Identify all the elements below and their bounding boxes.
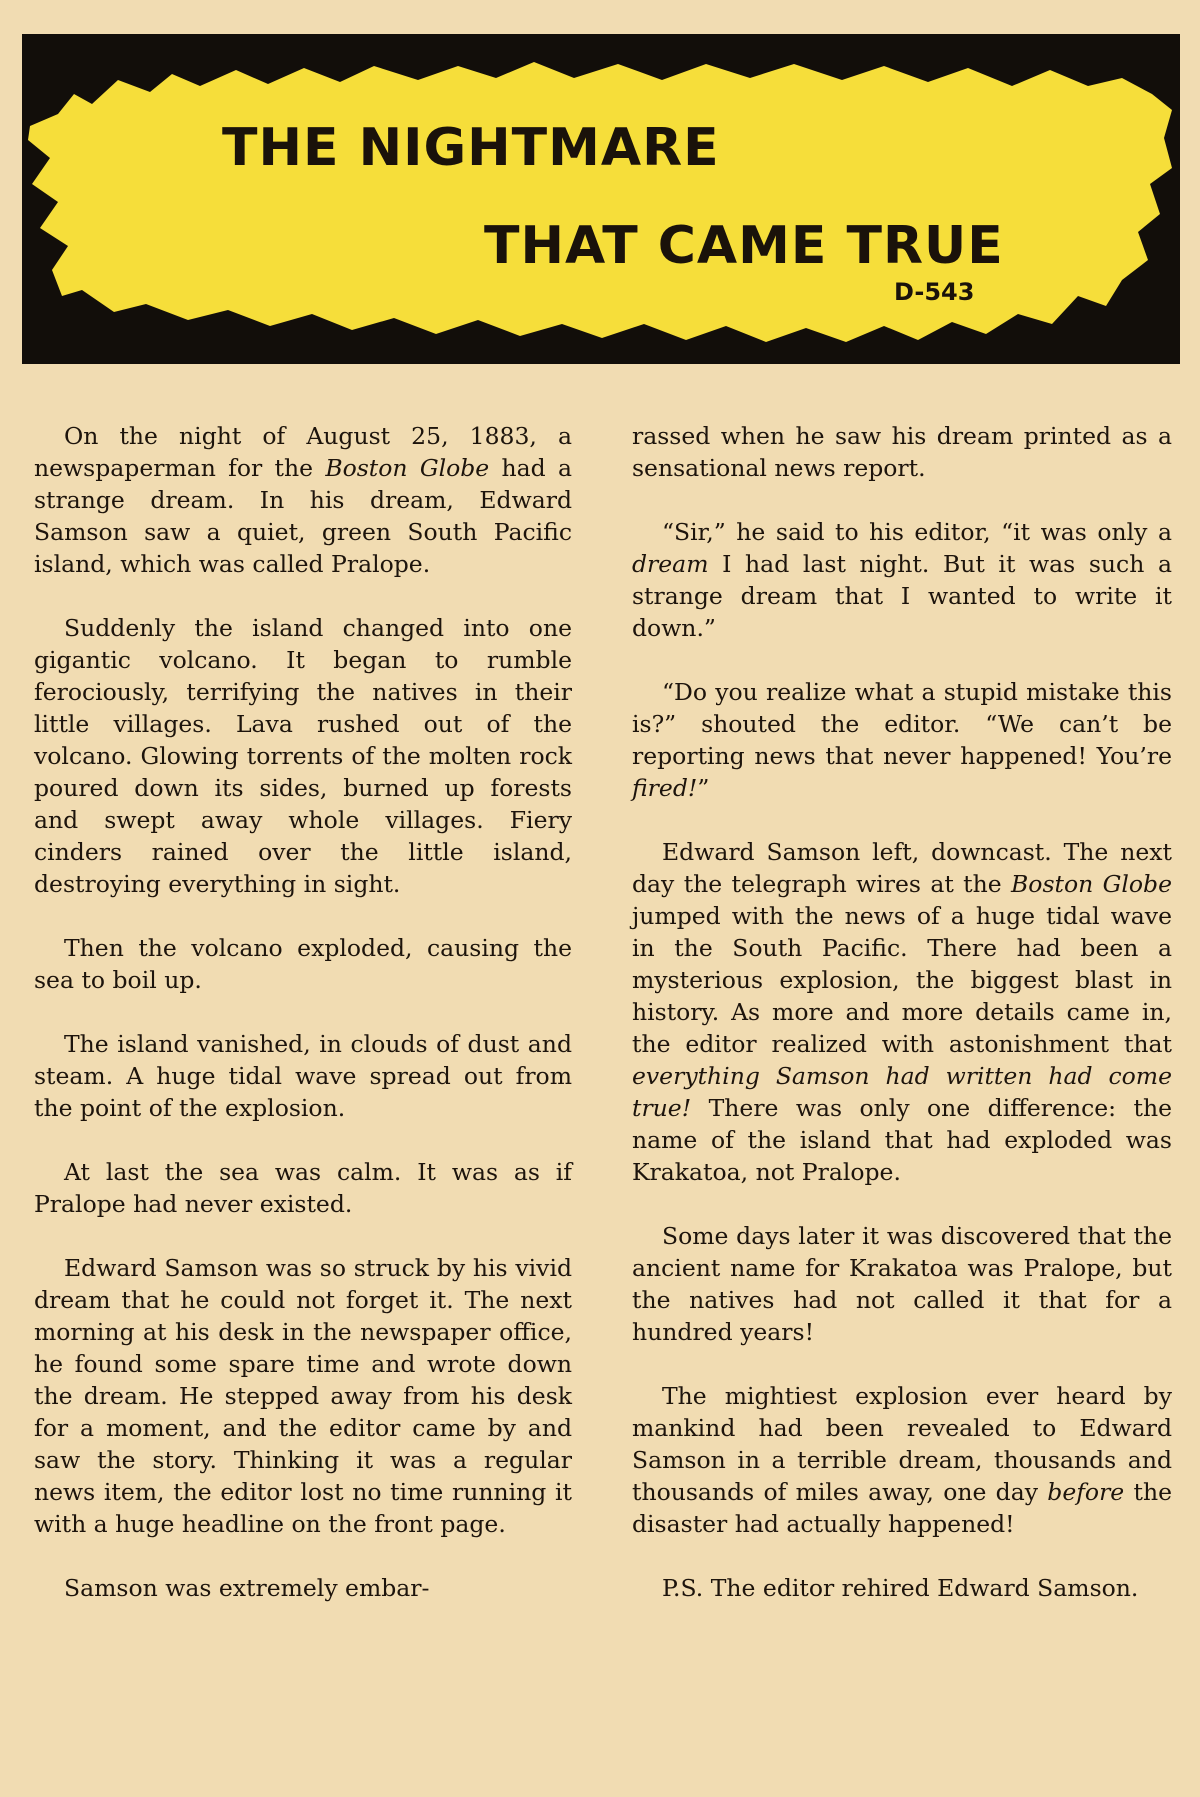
left-column — [34, 420, 572, 1604]
story-paragraph-p14 — [632, 1572, 1172, 1604]
paragraph-text: “Sir,” he said to his editor, “it was only a — [662, 518, 1172, 546]
story-paragraph-p7 — [34, 1572, 572, 1604]
paragraph-text: Edward Samson was so struck by his vivid dream that he could not forget it. The next morning at his desk in the newspaper office, he found some spare time and wrote down the dream. He stepped away from his desk for a moment, and the editor came by and saw the story. Thinking it was a regular news item, the editor lost no time running it with a huge headline on the front page. — [34, 1254, 572, 1538]
story-paragraph-p8 — [632, 420, 1172, 484]
story-code: D-543 — [894, 278, 975, 306]
paragraph-text: The island vanished, in clouds of dust and steam. A huge tidal wave spread out from the point of the explosion. — [34, 1030, 572, 1122]
paragraph-text: On the night of August 25, 1883, a newspaperman for the — [34, 422, 572, 482]
paragraph-text: There was only one difference: the name of the island that had exploded was Krakatoa, not Pralope. — [632, 1094, 1172, 1186]
paragraph-text: Some days later it was discovered that the ancient name for Krakatoa was Pralope, but the natives had not called it that for a hundred years! — [632, 1222, 1172, 1346]
italic-text: everything Samson had written had come true! — [632, 1062, 1172, 1122]
paragraph-text: Samson was extremely embar- — [64, 1574, 430, 1602]
story-paragraph-p4 — [34, 1028, 572, 1124]
paragraph-text: the disaster had actually happened! — [632, 1478, 1172, 1538]
paragraph-text: P.S. The editor rehired Edward Samson. — [662, 1574, 1139, 1602]
paragraph-text: had a strange dream. In his dream, Edward Samson saw a quiet, green South Pacific island, which was called Pralope. — [34, 454, 573, 578]
paragraph-text: At last the sea was calm. It was as if Pralope had never existed. — [34, 1158, 572, 1218]
italic-text: Boston Globe — [325, 454, 490, 482]
torn-paper-shape — [28, 62, 1172, 342]
paragraph-text: rassed when he saw his dream printed as a sensational news report. — [632, 422, 1172, 482]
story-paragraph-p13 — [632, 1380, 1172, 1540]
paragraph-text: Edward Samson left, downcast. The next day the telegraph wires at the — [632, 838, 1172, 898]
italic-text: before — [1047, 1478, 1125, 1506]
paragraph-text: jumped with the news of a huge tidal wave in the South Pacific. There had been a mysterious explosion, the biggest blast in history. As more and more details came in, the editor realized with astonishment that — [632, 902, 1172, 1058]
story-paragraph-p11 — [632, 836, 1172, 1188]
story-paragraph-p6 — [34, 1252, 572, 1540]
title-banner — [22, 34, 1180, 364]
paragraph-text: “Do you realize what a stupid mistake this is?” shouted the editor. “We can’t be reporting news that never happened! You’re — [632, 678, 1172, 770]
story-paragraph-p10 — [632, 676, 1172, 804]
italic-text: Boston Globe — [1011, 870, 1172, 898]
story-paragraph-p2 — [34, 612, 572, 900]
story-paragraph-p3 — [34, 932, 572, 996]
paragraph-text: ” — [697, 774, 710, 802]
story-paragraph-p12 — [632, 1220, 1172, 1348]
paragraph-text: Then the volcano exploded, causing the sea to boil up. — [34, 934, 572, 994]
paragraph-text: The mightiest explosion ever heard by mankind had been revealed to Edward Samson in a terrible dream, thousands and thousands of miles away, one day — [632, 1382, 1172, 1506]
title-line-1: THE NIGHTMARE — [222, 118, 720, 178]
story-paragraph-p9 — [632, 516, 1172, 644]
italic-text: fired! — [632, 774, 698, 802]
italic-text: dream — [632, 550, 709, 578]
title-line-2: THAT CAME TRUE — [484, 216, 1004, 276]
story-paragraph-p5 — [34, 1156, 572, 1220]
right-column — [632, 420, 1172, 1604]
torn-paper-graphic — [22, 34, 1180, 364]
paragraph-text: I had last night. But it was such a strange dream that I wanted to write it down.” — [632, 550, 1172, 642]
paragraph-text: Suddenly the island changed into one gigantic volcano. It began to rumble ferociously, terrifying the natives in their little villages. Lava rushed out of the volcano. Glowing torrents of the molten rock poured down its sides, burned up forests and swept away whole villages. Fiery cinders rained over the little island, destroying everything in sight. — [34, 614, 572, 898]
story-paragraph-p1 — [34, 420, 572, 580]
